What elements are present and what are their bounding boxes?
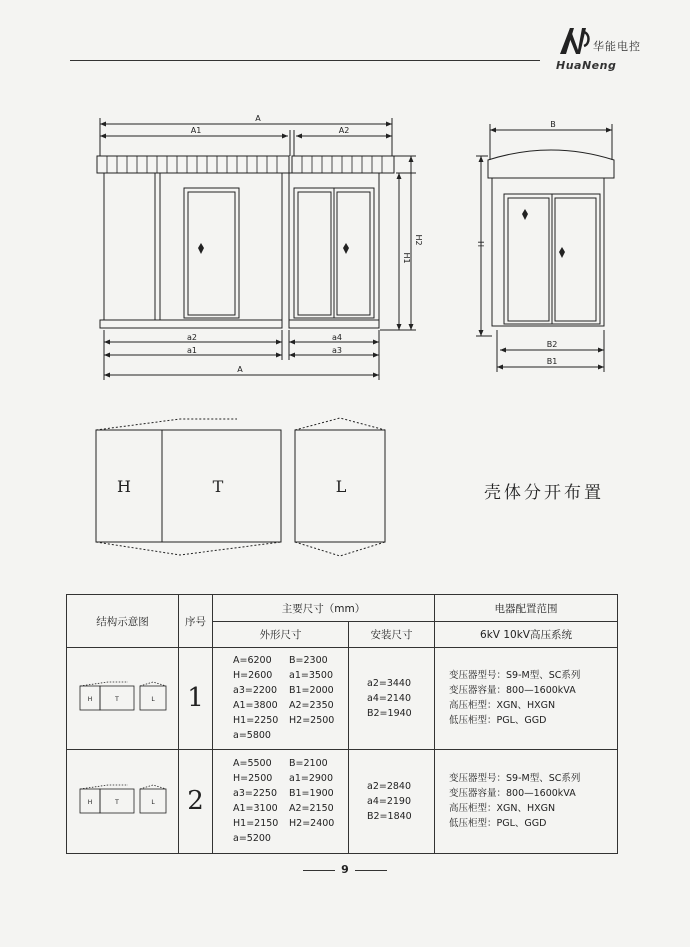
dim-label-H2: H2 [414, 234, 423, 246]
row-number: 2 [179, 749, 213, 853]
page-footer [0, 858, 690, 877]
row-diagram [67, 648, 179, 749]
door-handle-icons [198, 209, 565, 258]
dim-label-A1: A1 [190, 126, 202, 135]
table-row [67, 648, 618, 749]
layout-box-T-label: T [212, 477, 224, 496]
electrical-config: 变压器型号：S9-M型、SC系列 变压器容量：800—1600kVA 高压柜型：XGN、HXGN 低压柜型：PGL、GGD [435, 749, 618, 853]
page-number: 9 [335, 863, 355, 876]
col-header-outer: 外形尺寸 [213, 622, 349, 648]
mini-label-L: L [150, 696, 155, 704]
spec-table [66, 594, 618, 854]
dim-label-A2: A2 [338, 126, 350, 135]
mini-layout-diagram [68, 678, 178, 718]
mini-label-T: T [114, 696, 119, 704]
mini-label-L: L [150, 799, 155, 807]
mini-label-T: T [114, 799, 119, 807]
dim-label-a1: a1 [187, 346, 197, 355]
dim-label-H1: H1 [402, 252, 411, 264]
dim-label-H: H [476, 240, 485, 248]
col-header-install: 安装尺寸 [349, 622, 435, 648]
mini-layout-diagram [68, 781, 178, 821]
layout-caption: 壳体分开布置 [484, 483, 604, 503]
electrical-config: 变压器型号：S9-M型、SC系列 变压器容量：800—1600kVA 高压柜型：XGN、HXGN 低压柜型：PGL、GGD [435, 648, 618, 749]
layout-box-H-label: H [117, 477, 131, 496]
mini-label-H: H [87, 799, 92, 807]
col-header-no: 序号 [179, 595, 213, 648]
col-header-elec-sub: 6kV 10kV高压系统 [435, 622, 618, 648]
dim-label-A-bottom: A [237, 365, 243, 374]
layout-box-L-label: L [335, 477, 347, 496]
dim-label-B2: B2 [546, 340, 558, 349]
mini-label-H: H [87, 696, 92, 704]
dim-label-a4: a4 [332, 333, 342, 342]
col-header-main-dims: 主要尺寸（mm） [213, 595, 435, 622]
dim-label-B1: B1 [546, 357, 558, 366]
dim-label-A-top: A [255, 114, 261, 123]
install-dimensions: a2=3440 a4=2140 B2=1940 [349, 648, 435, 749]
col-header-diagram: 结构示意图 [67, 595, 179, 648]
dim-label-a2: a2 [187, 333, 197, 342]
install-dimensions: a2=2840 a4=2190 B2=1840 [349, 749, 435, 853]
row-diagram [67, 749, 179, 853]
brand-name-en: HuaNeng [556, 59, 617, 72]
table-row [67, 749, 618, 853]
col-header-elec: 电器配置范围 [435, 595, 618, 622]
outer-dimensions: A=5500 B=2100 H=2500 a1=2900 a3=2250 B1=1900 A1=3100 A2=2150 H1=2150 H2=2400 a=5200 [213, 749, 349, 853]
outer-dimensions: A=6200 B=2300 H=2600 a1=3500 a3=2200 B1=2000 A1=3800 A2=2350 H1=2250 H2=2500 a=5800 [213, 648, 349, 749]
brand-name-cn: 华能电控 [593, 40, 641, 53]
dim-label-B: B [550, 120, 556, 129]
dim-label-a3: a3 [332, 346, 342, 355]
row-number: 1 [179, 648, 213, 749]
